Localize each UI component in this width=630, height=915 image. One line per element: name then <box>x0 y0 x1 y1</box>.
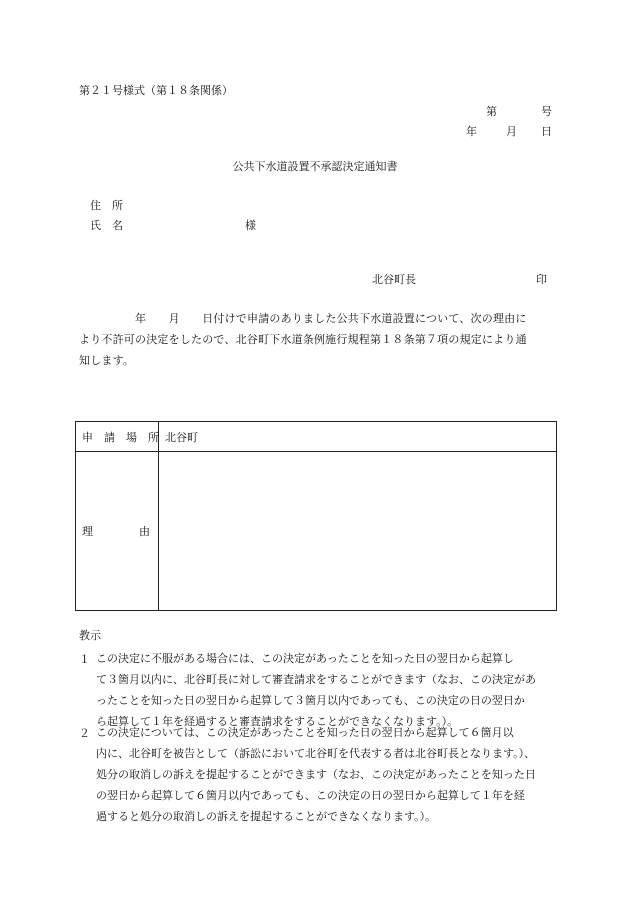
notice-line: この決定に不服がある場合には、この決定があったことを知った日の翌日から起算し <box>96 652 514 665</box>
seal-mark: 印 <box>536 273 547 286</box>
document-title: 公共下水道設置不承認決定通知書 <box>232 160 398 173</box>
table-row <box>76 422 557 452</box>
notice-line: ら起算して１年を経過すると審査請求をすることができなくなります。）。 <box>96 715 459 728</box>
location-label-cell <box>76 422 159 452</box>
notice-number: ２ <box>79 727 90 740</box>
notice-text <box>96 722 556 827</box>
form-number: 第２１号様式（第１８条関係） <box>79 84 233 97</box>
notice-text <box>96 648 556 732</box>
date-month: 月 <box>506 125 517 138</box>
table-row <box>76 452 557 611</box>
reason-label <box>76 523 158 539</box>
notice-line: 処分の取消しの訴えを提起することができます（なお、この決定があったことを知った日 <box>96 768 536 781</box>
recipient-honorific: 様 <box>245 219 256 232</box>
reason-value-cell <box>159 452 557 611</box>
issuer-title: 北谷町長 <box>372 273 416 286</box>
body-line: 知します。 <box>79 354 135 367</box>
location-value: 北谷町 <box>165 430 198 444</box>
notice-line: ったことを知った日の翌日から起算して３箇月以内であっても、この決定の日の翌日か <box>96 694 525 707</box>
notice-line: 過すると処分の取消しの訴えを提起することができなくなります。）。 <box>96 810 437 823</box>
notice-line: の翌日から起算して６箇月以内であっても、この決定の日の翌日から起算して１年を経 <box>96 789 525 802</box>
application-info-table <box>75 421 557 611</box>
number-prefix: 第 <box>486 105 497 118</box>
date-day: 日 <box>541 125 552 138</box>
location-value-cell <box>159 422 557 452</box>
notice-line: て３箇月以内に、北谷町長に対して審査請求をすることができます（なお、この決定があ <box>96 673 536 686</box>
number-suffix: 号 <box>541 105 552 118</box>
recipient-address-label: 住 所 <box>90 199 123 212</box>
notice-number: １ <box>79 653 90 666</box>
reason-label-cell <box>76 452 159 611</box>
notice-heading: 教示 <box>79 629 101 642</box>
notice-line: この決定については、この決定があったことを知った日の翌日から起算して６箇月以 <box>96 726 514 739</box>
recipient-name-label: 氏 名 <box>90 219 123 232</box>
notification-body <box>79 308 553 371</box>
notice-line: 内に、北谷町を被告として（訴訟において北谷町を代表する者は北谷町長となります。）、 <box>96 747 536 760</box>
reason-label-a: 理 <box>82 525 93 538</box>
date-year: 年 <box>466 125 477 138</box>
reason-label-b: 由 <box>139 525 150 538</box>
body-line: 年 月 日付けで申請のありました公共下水道設置について、次の理由に <box>79 312 527 325</box>
location-label: 申 請 場 所 <box>82 430 159 444</box>
body-line: より不許可の決定をしたので、北谷町下水道条例施行規程第１８条第７項の規定により通 <box>79 333 527 346</box>
